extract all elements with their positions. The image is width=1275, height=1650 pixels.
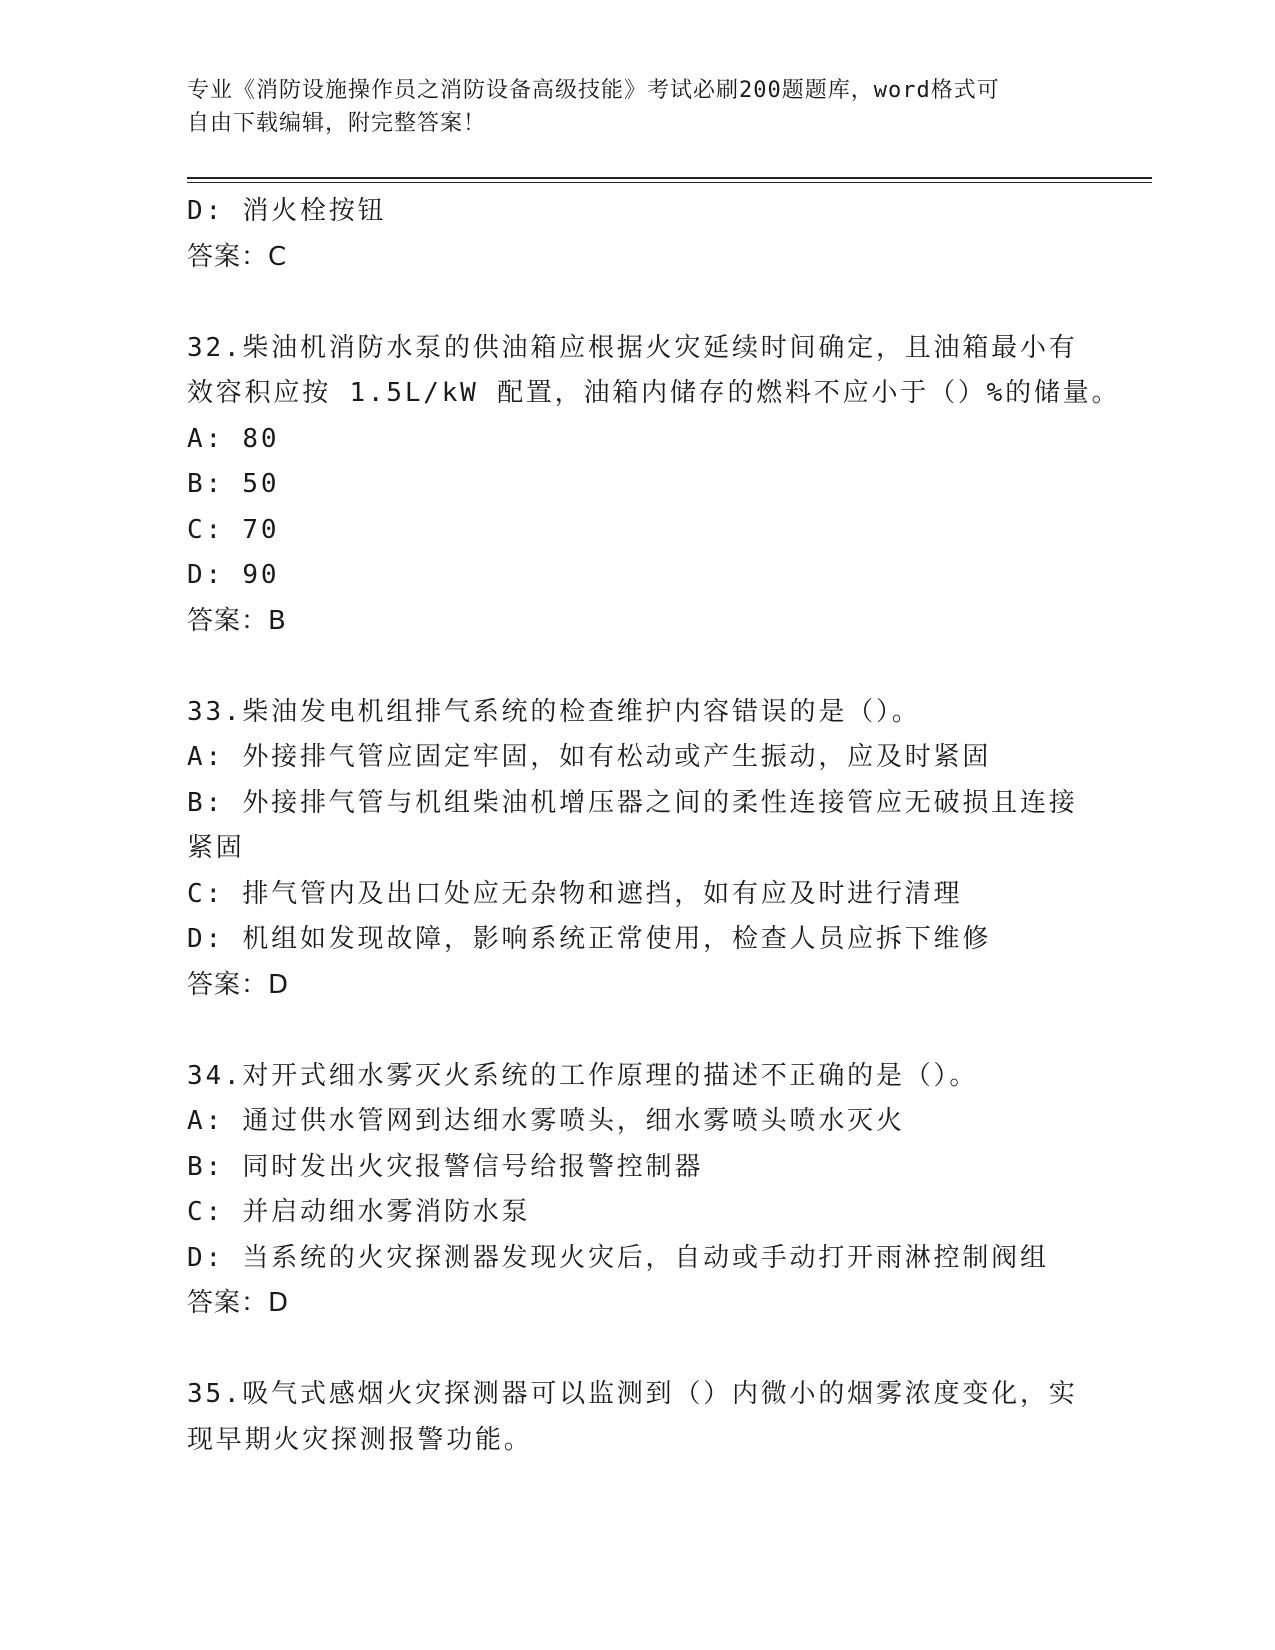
option-line: D: 消火栓按钮: [187, 196, 387, 226]
option-line: A: 80: [187, 423, 280, 454]
question-34-text: 34.对开式细水雾灭火系统的工作原理的描述不正确的是（）。: [187, 1060, 979, 1091]
document-header: [187, 74, 1087, 140]
option-line: A: 外接排气管应固定牢固，如有松动或产生振动，应及时紧固: [187, 742, 992, 772]
option-line-cont: 紧固: [187, 833, 245, 863]
header-line-1: 专业《消防设施操作员之消防设备高级技能》考试必刷200题题库，word格式可: [187, 78, 1000, 103]
question-list: [187, 189, 1121, 1463]
option-line: D: 机组如发现故障，影响系统正常使用，检查人员应拆下维修: [187, 924, 992, 954]
answer-line: 答案：D: [187, 1288, 290, 1318]
spacer: [187, 1008, 1087, 1054]
option-line: C: 并启动细水雾消防水泵: [187, 1197, 531, 1227]
option-line: C: 排气管内及出口处应无杂物和遮挡，如有应及时进行清理: [187, 878, 963, 909]
option-line: D: 当系统的火灾探测器发现火灾后，自动或手动打开雨淋控制阀组: [187, 1242, 1049, 1273]
question-32-text: 32.柴油机消防水泵的供油箱应根据火灾延续时间确定，且油箱最小有: [187, 332, 1078, 363]
spacer: [187, 1327, 1087, 1373]
question-35-text-cont: 现早期火灾探测报警功能。: [187, 1424, 533, 1455]
answer-line: 答案：B: [187, 605, 287, 636]
option-line: B: 同时发出火灾报警信号给报警控制器: [187, 1151, 704, 1182]
spacer: [187, 280, 1087, 326]
spacer: [187, 644, 1087, 690]
question-33-text: 33.柴油发电机组排气系统的检查维护内容错误的是（）。: [187, 696, 921, 727]
option-line: A: 通过供水管网到达细水雾喷头，细水雾喷头喷水灭火: [187, 1106, 905, 1136]
question-32-text-cont: 效容积应按 1.5L/kW 配置，油箱内储存的燃料不应小于（）%的储量。: [187, 378, 1121, 408]
header-line-2: 自由下载编辑，附完整答案！: [187, 111, 487, 136]
answer-line: 答案：C: [187, 241, 288, 272]
option-line: C: 70: [187, 514, 280, 545]
option-line: B: 外接排气管与机组柴油机增压器之间的柔性连接管应无破损且连接: [187, 787, 1078, 818]
header-divider-thin: [187, 182, 1152, 183]
answer-line: 答案：D: [187, 969, 290, 1000]
header-divider-thick: [187, 177, 1152, 179]
option-line: D: 90: [187, 560, 280, 590]
question-35-text: 35.吸气式感烟火灾探测器可以监测到（）内微小的烟雾浓度变化，实: [187, 1379, 1078, 1409]
option-line: B: 50: [187, 469, 280, 499]
